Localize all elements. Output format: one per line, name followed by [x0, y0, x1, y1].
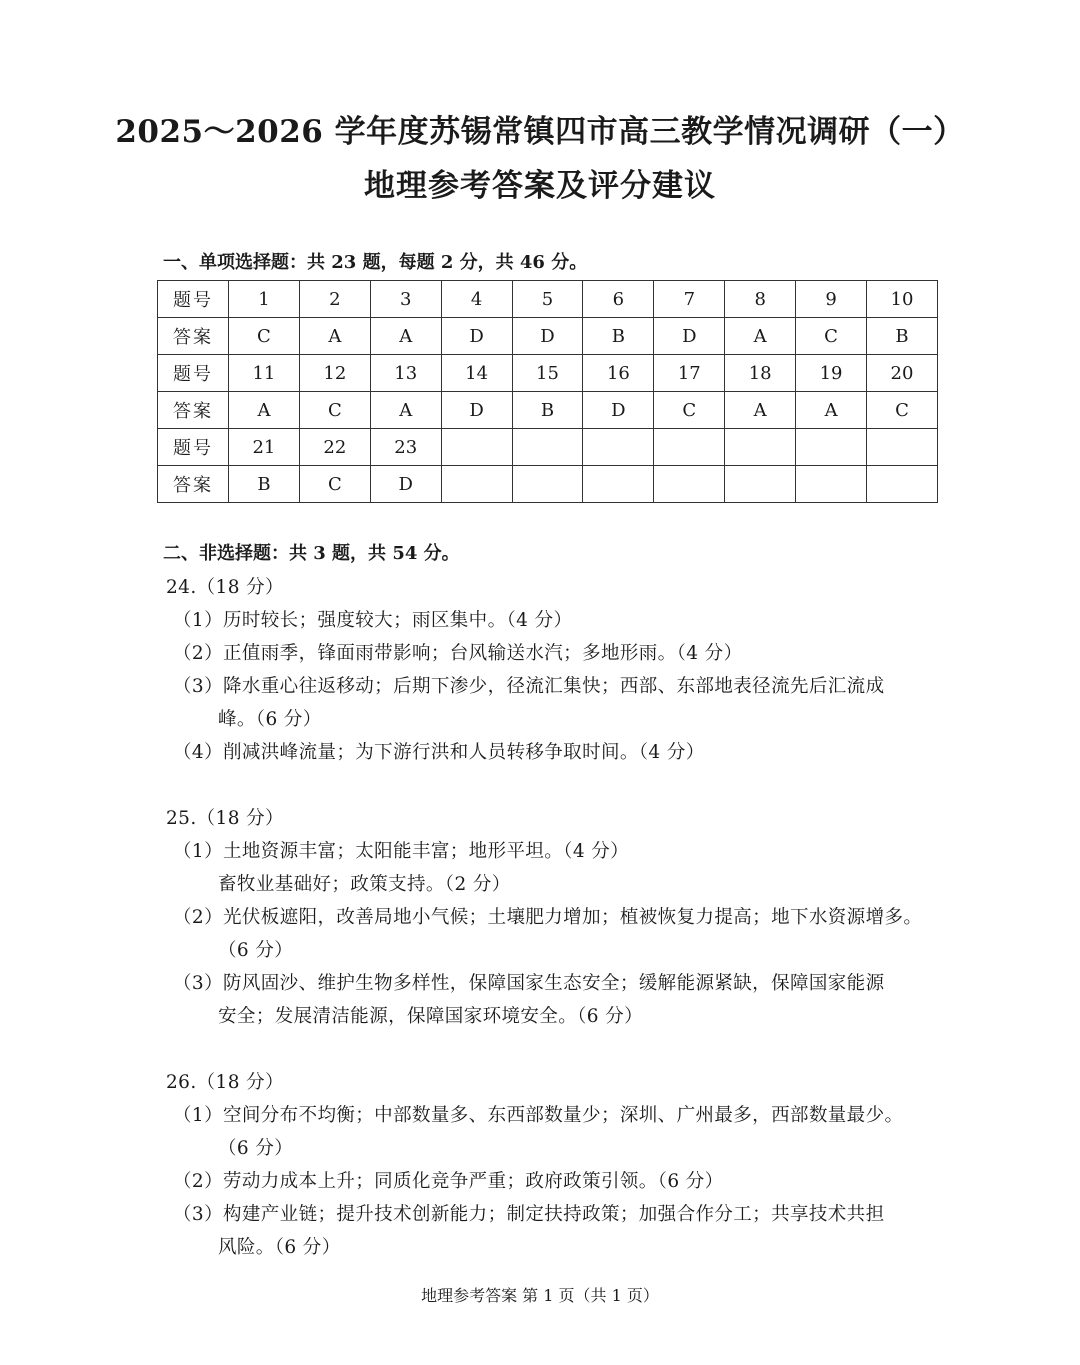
row-label: 题号 [158, 281, 229, 318]
answer-cell [441, 466, 512, 503]
question-number: 9 [796, 281, 867, 318]
question-number: 14 [441, 355, 512, 392]
question-number: 8 [725, 281, 796, 318]
question-number: 3 [370, 281, 441, 318]
q25-answer-2: （2）光伏板遮阳，改善局地小气候；土壤肥力增加；植被恢复力提高；地下水资源增多。 [173, 907, 923, 928]
question-number: 6 [583, 281, 654, 318]
section-1-heading: 一、单项选择题：共 23 题，每题 2 分，共 46 分。 [163, 252, 588, 273]
row-label: 答案 [158, 318, 229, 355]
answer-table [157, 280, 938, 503]
question-number: 19 [796, 355, 867, 392]
answer-cell [867, 466, 938, 503]
question-number [583, 429, 654, 466]
answer-cell: A [370, 392, 441, 429]
answer-cell: D [583, 392, 654, 429]
question-number: 7 [654, 281, 725, 318]
answer-cell [796, 466, 867, 503]
table-row [158, 318, 938, 355]
section-2-heading: 二、非选择题：共 3 题，共 54 分。 [163, 543, 460, 564]
q24-answer-4: （4）削减洪峰流量；为下游行洪和人员转移争取时间。（4 分） [173, 742, 705, 763]
question-25-heading: 25.（18 分） [166, 808, 284, 829]
answer-cell: B [867, 318, 938, 355]
table-row [158, 429, 938, 466]
q26-answer-1: （1）空间分布不均衡；中部数量多、东西部数量少；深圳、广州最多，西部数量最少。 [173, 1105, 904, 1126]
q25-answer-1: （1）土地资源丰富；太阳能丰富；地形平坦。（4 分） [173, 841, 630, 862]
question-26-heading: 26.（18 分） [166, 1072, 284, 1093]
question-number: 15 [512, 355, 583, 392]
q25-answer-2-continued: （6 分） [218, 940, 294, 961]
question-number: 10 [867, 281, 938, 318]
question-number: 13 [370, 355, 441, 392]
question-number: 21 [229, 429, 300, 466]
q26-answer-1-continued: （6 分） [218, 1138, 294, 1159]
answer-cell: A [299, 318, 370, 355]
question-number: 11 [229, 355, 300, 392]
q24-answer-1: （1）历时较长；强度较大；雨区集中。（4 分） [173, 610, 573, 631]
question-number [867, 429, 938, 466]
answer-cell: D [441, 392, 512, 429]
answer-cell: D [370, 466, 441, 503]
question-number: 4 [441, 281, 512, 318]
answer-cell [583, 466, 654, 503]
answer-cell: A [370, 318, 441, 355]
answer-cell [725, 466, 796, 503]
answer-cell [512, 466, 583, 503]
title-line-1: 2025～2026 学年度苏锡常镇四市高三教学情况调研（一） [115, 114, 965, 150]
answer-cell: B [583, 318, 654, 355]
question-number: 23 [370, 429, 441, 466]
answer-cell: B [229, 466, 300, 503]
answer-cell: C [796, 318, 867, 355]
answer-cell: B [512, 392, 583, 429]
answer-cell: C [299, 466, 370, 503]
question-24-heading: 24.（18 分） [166, 577, 284, 598]
answer-cell: A [725, 392, 796, 429]
question-number: 17 [654, 355, 725, 392]
row-label: 题号 [158, 355, 229, 392]
question-number [725, 429, 796, 466]
q26-answer-2: （2）劳动力成本上升；同质化竞争严重；政府政策引领。（6 分） [173, 1171, 724, 1192]
q24-answer-3: （3）降水重心往返移动；后期下渗少，径流汇集快；西部、东部地表径流先后汇流成 [173, 676, 885, 697]
answer-cell: C [654, 392, 725, 429]
table-row [158, 355, 938, 392]
question-number: 22 [299, 429, 370, 466]
question-number: 20 [867, 355, 938, 392]
q25-answer-1-continued: 畜牧业基础好；政策支持。（2 分） [218, 874, 511, 895]
q24-answer-2: （2）正值雨季，锋面雨带影响；台风输送水汽；多地形雨。（4 分） [173, 643, 743, 664]
question-number: 18 [725, 355, 796, 392]
row-label: 答案 [158, 466, 229, 503]
answer-cell: D [654, 318, 725, 355]
answer-cell: C [229, 318, 300, 355]
q25-answer-3-continued: 安全；发展清洁能源，保障国家环境安全。（6 分） [218, 1006, 644, 1027]
question-number [654, 429, 725, 466]
answer-cell [654, 466, 725, 503]
answer-cell: A [725, 318, 796, 355]
answer-cell: C [867, 392, 938, 429]
q26-answer-3: （3）构建产业链；提升技术创新能力；制定扶持政策；加强合作分工；共享技术共担 [173, 1204, 885, 1225]
question-number [796, 429, 867, 466]
row-label: 答案 [158, 392, 229, 429]
answer-cell: C [299, 392, 370, 429]
question-number: 12 [299, 355, 370, 392]
title-line-2: 地理参考答案及评分建议 [364, 168, 716, 204]
question-number: 5 [512, 281, 583, 318]
question-number [512, 429, 583, 466]
q24-answer-3-continued: 峰。（6 分） [218, 709, 322, 730]
question-number [441, 429, 512, 466]
question-number: 2 [299, 281, 370, 318]
table-row [158, 466, 938, 503]
answer-cell: A [229, 392, 300, 429]
answer-cell: D [441, 318, 512, 355]
q26-answer-3-continued: 风险。（6 分） [218, 1237, 341, 1258]
table-row [158, 281, 938, 318]
page-footer: 地理参考答案 第 1 页（共 1 页） [421, 1286, 659, 1305]
q25-answer-3: （3）防风固沙、维护生物多样性，保障国家生态安全；缓解能源紧缺，保障国家能源 [173, 973, 885, 994]
answer-cell: A [796, 392, 867, 429]
row-label: 题号 [158, 429, 229, 466]
answer-cell: D [512, 318, 583, 355]
question-number: 1 [229, 281, 300, 318]
table-row [158, 392, 938, 429]
question-number: 16 [583, 355, 654, 392]
